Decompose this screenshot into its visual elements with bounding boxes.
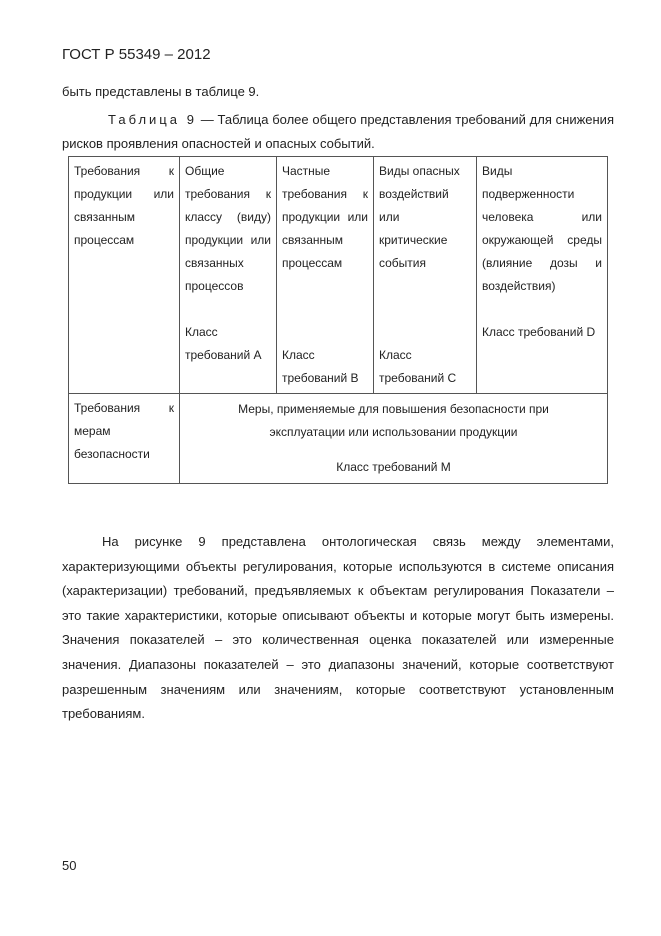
table-cell [69,157,180,394]
page-number: 50 [62,858,77,873]
table-cell [69,394,180,484]
requirement-class-label: Класс требований А [185,325,262,362]
table-row [69,394,608,484]
cell-text: Требования к продукции или связанным процессам [74,164,174,247]
requirement-class-label: Класс требований В [282,348,359,385]
table-cell [477,157,608,394]
table-caption-label: Таблица 9 [108,112,197,127]
cell-text: Общие требования к классу (виду) продукции или связанных процессов [185,164,271,293]
table-row [69,157,608,394]
intro-text: быть представлены в таблице 9. [62,84,260,99]
cell-text: Частные требования к продукции или связанным процессам [282,164,368,270]
requirement-class-label: Класс требований С [379,348,457,385]
requirement-class-label: Класс требований D [482,325,596,339]
requirement-class-label: Класс требований М [336,460,451,474]
table-cell [277,157,374,394]
requirements-table [68,156,608,484]
table-caption [62,108,614,156]
table-cell [180,157,277,394]
table-caption-text: — Таблица более общего представления требований для снижения рисков проявления опасностей и опасных событий. [62,112,614,151]
body-paragraph: На рисунке 9 представлена онтологическая связь между элементами, характеризующими объекты регулирования, которые используются в системе описания (характеризации) требований, предъявляемых к объектам регулирования Показатели – это такие характеристики, которые описывают объекты и которые могут быть измерены. Значения показателей – это количественная оценка показателей или измеренные значения. Диапазоны показателей – это диапазоны значений, которые соответствуют разрешенным значениям или значениям, которые соответствуют установленным требованиям. [62,534,614,722]
cell-text: Требования к мерам безопасности [74,401,174,461]
cell-text: Виды опасных воздействий или критические события [379,164,460,270]
measures-text: Меры, применяемые для повышения безопасности при эксплуатации или использовании продукции [238,402,549,439]
cell-text: Виды подверженности человека или окружающей среды (влияние дозы и воздействия) [482,164,602,293]
table-cell [374,157,477,394]
table-cell [180,394,608,484]
document-header: ГОСТ Р 55349 – 2012 [62,46,211,63]
